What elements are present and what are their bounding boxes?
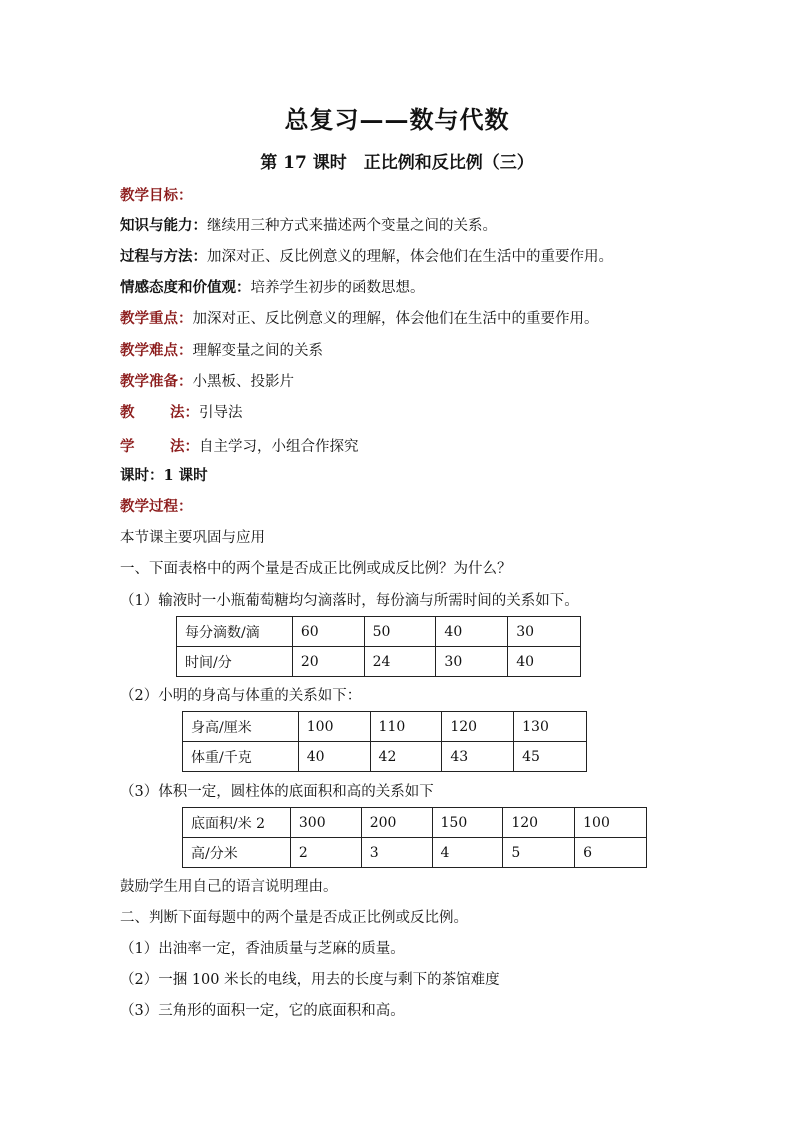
key-point-text: 加深对正、反比例意义的理解，体会他们在生活中的重要作用。 <box>192 311 599 327</box>
table-cell: 42 <box>370 742 442 772</box>
table-cell: 30 <box>436 647 508 677</box>
objective-knowledge <box>120 216 497 236</box>
encourage-text: 鼓励学生用自己的语言说明理由。 <box>120 879 338 895</box>
objective-process <box>120 247 613 267</box>
table-cell: 高/分米 <box>183 838 291 868</box>
table-cell: 40 <box>298 742 370 772</box>
difficulty <box>120 341 323 361</box>
process-heading: 教学过程： <box>120 498 193 515</box>
table-cell: 身高/厘米 <box>183 712 299 742</box>
teaching-method <box>120 403 243 423</box>
part2-item: （1）出油率一定，香油质量与芝麻的质量。 <box>120 941 405 957</box>
table-cell: 150 <box>432 808 503 838</box>
table-cell: 2 <box>290 838 361 868</box>
table-cell: 43 <box>442 742 514 772</box>
preparation-label: 教学准备： <box>120 373 193 390</box>
table-cell: 100 <box>298 712 370 742</box>
question-1: （1）输液时一小瓶葡萄糖均匀滴落时，每份滴与所需时间的关系如下。 <box>120 593 579 609</box>
table-cell: 45 <box>514 742 587 772</box>
part2-item: （2）一捆 100 米长的电线，用去的长度与剩下的茶馆难度 <box>120 972 500 988</box>
table-cell: 4 <box>432 838 503 868</box>
table-area-height <box>182 807 647 868</box>
table-cell: 100 <box>575 808 647 838</box>
teaching-method-label-a: 教 <box>120 404 135 421</box>
table-row <box>177 647 581 677</box>
key-point-label: 教学重点： <box>120 310 193 327</box>
table-row <box>183 742 587 772</box>
page-title: 总复习——数与代数 <box>284 105 510 134</box>
table-cell: 40 <box>508 647 581 677</box>
learning-method-label-a: 学 <box>120 438 135 455</box>
learning-method-text: 自主学习，小组合作探究 <box>199 439 359 455</box>
table-cell: 5 <box>503 838 575 868</box>
objectives-heading: 教学目标： <box>120 187 193 204</box>
objective-label: 知识与能力： <box>120 217 207 234</box>
intro-text: 本节课主要巩固与应用 <box>120 530 265 546</box>
table-cell: 200 <box>361 808 432 838</box>
teaching-method-text: 引导法 <box>199 405 243 421</box>
table-row <box>183 838 647 868</box>
table-height-weight <box>182 711 587 772</box>
objective-text: 加深对正、反比例意义的理解，体会他们在生活中的重要作用。 <box>207 249 613 265</box>
preparation <box>120 372 294 392</box>
difficulty-text: 理解变量之间的关系 <box>192 343 323 359</box>
table-cell: 130 <box>514 712 587 742</box>
difficulty-label: 教学难点： <box>120 342 193 359</box>
question-3: （3）体积一定，圆柱体的底面积和高的关系如下 <box>120 784 434 800</box>
table-row <box>177 617 581 647</box>
table-cell: 50 <box>364 617 436 647</box>
table-cell: 3 <box>361 838 432 868</box>
table-cell: 60 <box>292 617 364 647</box>
table-cell: 底面积/米 2 <box>183 808 291 838</box>
preparation-text: 小黑板、投影片 <box>192 374 294 390</box>
table-cell: 时间/分 <box>177 647 293 677</box>
objective-label: 过程与方法： <box>120 248 207 265</box>
table-cell: 300 <box>290 808 361 838</box>
class-hours: 课时：1 课时 <box>120 467 208 484</box>
objective-attitude <box>120 278 425 298</box>
table-row <box>183 808 647 838</box>
key-point <box>120 309 599 329</box>
table-cell: 110 <box>370 712 442 742</box>
teaching-method-label-b: 法： <box>170 404 199 421</box>
part1-heading: 一、下面表格中的两个量是否成正比例或成反比例？为什么？ <box>120 561 512 577</box>
table-cell: 每分滴数/滴 <box>177 617 293 647</box>
objective-label: 情感态度和价值观： <box>120 279 251 296</box>
table-cell: 120 <box>503 808 575 838</box>
part2-heading: 二、判断下面每题中的两个量是否成正比例或反比例。 <box>120 910 468 926</box>
objective-text: 继续用三种方式来描述两个变量之间的关系。 <box>207 218 497 234</box>
table-row <box>183 712 587 742</box>
question-2: （2）小明的身高与体重的关系如下： <box>120 688 362 704</box>
lesson-subtitle: 第 17 课时 正比例和反比例（三） <box>260 153 534 173</box>
learning-method-label-b: 法： <box>170 438 199 455</box>
objective-text: 培养学生初步的函数思想。 <box>250 280 425 296</box>
part2-item: （3）三角形的面积一定，它的底面积和高。 <box>120 1003 405 1019</box>
table-drip-rate <box>176 616 581 677</box>
table-cell: 30 <box>508 617 581 647</box>
table-cell: 40 <box>436 617 508 647</box>
table-cell: 20 <box>292 647 364 677</box>
table-cell: 体重/千克 <box>183 742 299 772</box>
table-cell: 24 <box>364 647 436 677</box>
table-cell: 120 <box>442 712 514 742</box>
table-cell: 6 <box>575 838 647 868</box>
learning-method <box>120 437 359 457</box>
